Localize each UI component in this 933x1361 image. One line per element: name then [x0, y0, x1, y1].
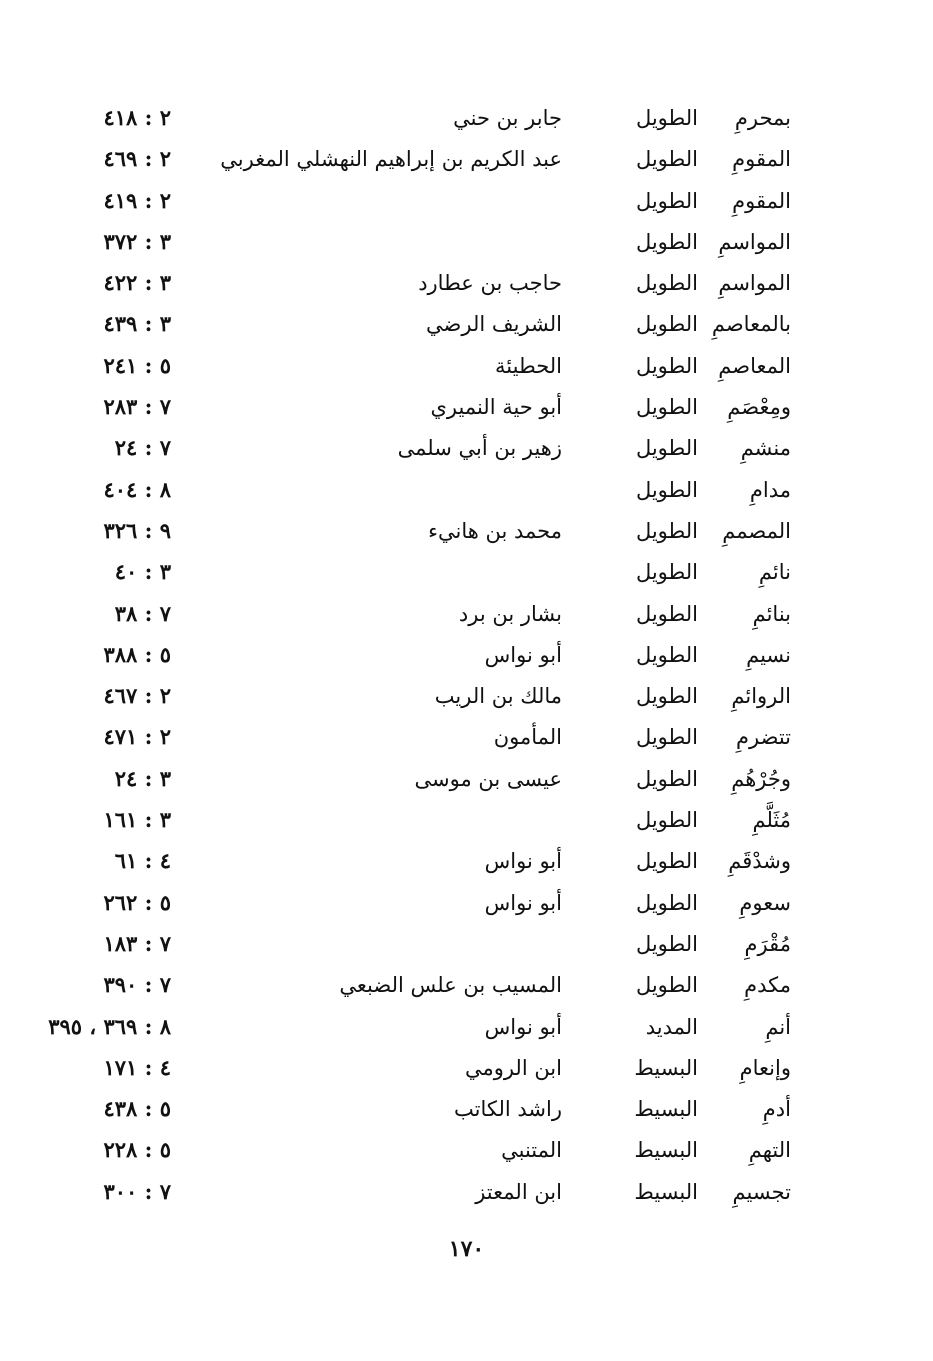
meter-name: الطويل	[635, 684, 698, 709]
index-row	[0, 676, 933, 717]
rhyme-word: أدمِ	[762, 1097, 791, 1122]
volume-page-reference: ٩ : ٣٢٦	[103, 517, 171, 543]
rhyme-word: مُقْرَمِ	[744, 931, 791, 956]
meter-name: الطويل	[635, 890, 698, 915]
rhyme-word: وجُرْهُمِ	[731, 766, 791, 791]
index-row	[0, 965, 933, 1006]
meter-name: الطويل	[635, 147, 698, 172]
meter-name: الطويل	[635, 518, 698, 543]
index-row	[0, 552, 933, 593]
rhyme-word: المقومِ	[732, 188, 791, 213]
volume-page-reference: ٧ : ٣٠٠	[103, 1178, 171, 1204]
index-row	[0, 511, 933, 552]
meter-name: الطويل	[635, 106, 698, 130]
meter-name: الطويل	[635, 395, 698, 420]
meter-name: الطويل	[635, 725, 698, 750]
rhyme-word: المعاصمِ	[718, 353, 791, 378]
index-row	[0, 387, 933, 428]
poet-name: المتنبي	[501, 1138, 562, 1163]
poet-name: الشريف الرضي	[426, 312, 562, 337]
rhyme-word: تتضرمِ	[736, 725, 791, 750]
meter-name: المديد	[645, 1014, 698, 1039]
poet-name: مالك بن الريب	[434, 684, 562, 709]
volume-page-reference: ٣ : ٤٣٩	[103, 311, 171, 337]
rhyme-word: سعومِ	[739, 890, 791, 915]
poet-name: عيسى بن موسى	[414, 766, 562, 791]
index-row	[0, 717, 933, 758]
index-row	[0, 841, 933, 882]
volume-page-reference: ٥ : ٤٣٨	[103, 1096, 171, 1122]
rhyme-word: نسيمِ	[746, 642, 791, 667]
index-row	[0, 1048, 933, 1089]
volume-page-reference: ٢ : ٤١٩	[103, 187, 171, 213]
poet-name: راشد الكاتب	[454, 1097, 562, 1122]
poet-name: زهير بن أبي سلمى	[397, 436, 562, 461]
volume-page-reference: ٥ : ٢٢٨	[103, 1137, 171, 1163]
poet-name: محمد بن هانيء	[428, 518, 562, 543]
index-row	[0, 98, 933, 139]
poet-name: بشار بن برد	[458, 601, 562, 626]
volume-page-reference: ٢ : ٤٧١	[103, 724, 171, 750]
rhyme-word: بنائمِ	[752, 601, 791, 626]
volume-page-reference: ٣ : ٤٠	[114, 559, 171, 585]
rhyme-word: تجسيمِ	[732, 1179, 791, 1204]
poet-name: عبد الكريم بن إبراهيم النهشلي المغربي	[220, 147, 562, 172]
rhyme-word: المواسمِ	[718, 229, 791, 254]
volume-page-reference: ٧ : ١٨٣	[103, 930, 171, 956]
poet-name: المأمون	[493, 725, 562, 750]
index-row	[0, 800, 933, 841]
rhyme-word: وإنعامِ	[739, 1055, 791, 1080]
meter-name: الطويل	[635, 931, 698, 956]
rhyme-word: مدامِ	[749, 477, 791, 502]
volume-page-reference: ٣ : ٤٢٢	[103, 270, 171, 296]
index-row	[0, 635, 933, 676]
index-row	[0, 759, 933, 800]
meter-name: الطويل	[635, 229, 698, 254]
index-row	[0, 181, 933, 222]
meter-name: الطويل	[635, 271, 698, 296]
index-row	[0, 222, 933, 263]
volume-page-reference: ٣ : ١٦١	[103, 807, 171, 833]
meter-name: الطويل	[635, 973, 698, 998]
volume-page-reference: ٥ : ٢٦٢	[103, 889, 171, 915]
volume-page-reference: ٧ : ٢٤	[114, 435, 171, 461]
rhyme-word: نائمِ	[758, 560, 791, 585]
rhyme-word: مُثَلَّمِ	[752, 808, 791, 833]
poet-name: أبو نواس	[484, 1014, 562, 1039]
volume-page-reference: ٨ : ٤٠٤	[103, 476, 171, 502]
index-row	[0, 304, 933, 345]
rhyme-word: وشدْقَمِ	[728, 849, 791, 874]
meter-name: الطويل	[635, 808, 698, 833]
meter-name: الطويل	[635, 353, 698, 378]
meter-name: الطويل	[635, 601, 698, 626]
index-row	[0, 263, 933, 304]
rhyme-word: الروائمِ	[731, 684, 791, 709]
rhyme-word: مكدمِ	[744, 973, 791, 998]
poet-name: ابن الرومي	[464, 1055, 562, 1080]
meter-name: الطويل	[635, 642, 698, 667]
poet-name: المسيب بن علس الضبعي	[339, 973, 562, 998]
index-row	[0, 1130, 933, 1171]
index-row	[0, 924, 933, 965]
meter-name: البسيط	[634, 1138, 698, 1163]
volume-page-reference: ٥ : ٣٨٨	[103, 641, 171, 667]
rhyme-word: بالمعاصمِ	[711, 312, 791, 337]
page-number: ١٧٠	[448, 1236, 485, 1262]
meter-name: الطويل	[635, 849, 698, 874]
volume-page-reference: ٣ : ٢٤	[114, 765, 171, 791]
meter-name: الطويل	[635, 766, 698, 791]
volume-page-reference: ٧ : ٣٨	[114, 600, 171, 626]
rhyme-word: ومِعْصَمِ	[727, 395, 791, 420]
index-row	[0, 428, 933, 469]
poet-name: أبو حية النميري	[430, 395, 562, 420]
poet-name: أبو نواس	[484, 890, 562, 915]
rhyme-word: المقومِ	[732, 147, 791, 172]
index-row	[0, 1089, 933, 1130]
meter-name: الطويل	[635, 560, 698, 585]
rhyme-word: المصممِ	[722, 518, 791, 543]
index-row	[0, 139, 933, 180]
volume-page-reference: ٢ : ٤١٨	[103, 105, 171, 130]
volume-page-reference: ٤ : ٦١	[114, 848, 171, 874]
meter-name: الطويل	[635, 436, 698, 461]
rhyme-word: بمحرمِ	[734, 106, 791, 130]
volume-page-reference: ٥ : ٢٤١	[103, 352, 171, 378]
meter-name: البسيط	[634, 1179, 698, 1204]
poet-name: أبو نواس	[484, 849, 562, 874]
volume-page-reference: ٧ : ٢٨٣	[103, 394, 171, 420]
meter-name: الطويل	[635, 312, 698, 337]
meter-name: الطويل	[635, 188, 698, 213]
poetry-index-table	[0, 98, 933, 1213]
rhyme-word: التهمِ	[748, 1138, 791, 1163]
rhyme-word: أنمِ	[765, 1014, 791, 1039]
rhyme-word: منشمِ	[740, 436, 791, 461]
index-row	[0, 883, 933, 924]
index-row	[0, 1172, 933, 1213]
rhyme-word: المواسمِ	[718, 271, 791, 296]
volume-page-reference: ٣ : ٣٧٢	[103, 228, 171, 254]
poet-name: ابن المعتز	[475, 1179, 562, 1204]
meter-name: البسيط	[634, 1097, 698, 1122]
volume-page-reference: ٧ : ٣٩٠	[103, 972, 171, 998]
index-row	[0, 346, 933, 387]
index-row	[0, 594, 933, 635]
meter-name: البسيط	[634, 1055, 698, 1080]
poet-name: حاجب بن عطارد	[418, 271, 562, 296]
volume-page-reference: ٢ : ٤٦٧	[103, 683, 171, 709]
meter-name: الطويل	[635, 477, 698, 502]
volume-page-reference: ٨ : ٣٦٩ ، ٣٩٥	[48, 1013, 171, 1039]
index-row	[0, 1007, 933, 1048]
poet-name: جابر بن حني	[453, 106, 562, 130]
poet-name: الحطيئة	[495, 353, 562, 378]
volume-page-reference: ٢ : ٤٦٩	[103, 146, 171, 172]
volume-page-reference: ٤ : ١٧١	[103, 1054, 171, 1080]
index-row	[0, 470, 933, 511]
poet-name: أبو نواس	[484, 642, 562, 667]
